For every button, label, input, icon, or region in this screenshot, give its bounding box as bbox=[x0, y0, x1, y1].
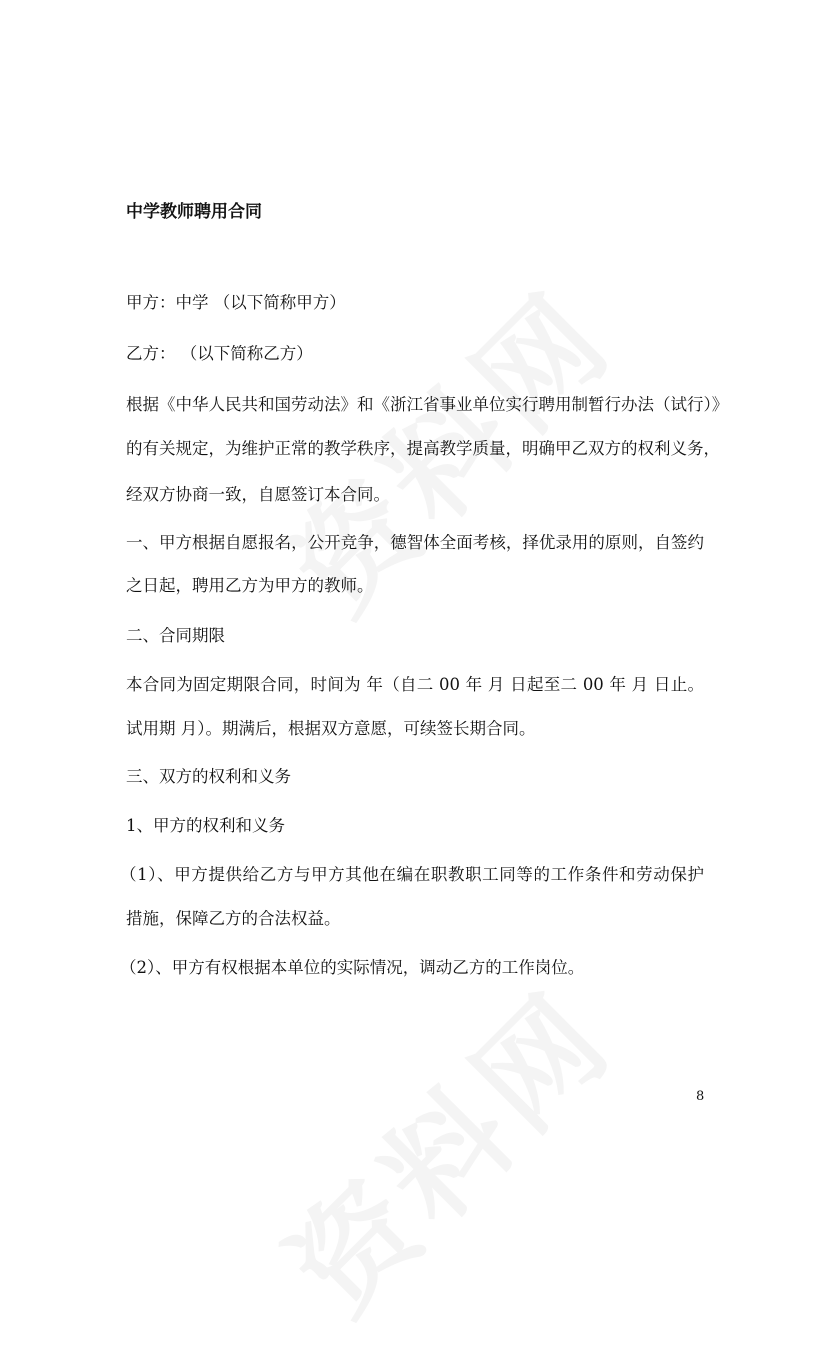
watermark bbox=[246, 947, 643, 1344]
clause-line: 措施，保障乙方的合法权益。 bbox=[126, 909, 341, 928]
clause-line: （2）、甲方有权根据本单位的实际情况，调动乙方的工作岗位。 bbox=[120, 958, 585, 977]
page-number: 8 bbox=[696, 1089, 705, 1104]
subsection-heading: 1、甲方的权利和义务 bbox=[126, 816, 285, 835]
paragraph-line: 试用期 月）。期满后，根据双方意愿，可续签长期合同。 bbox=[126, 719, 536, 738]
section-heading: 二、合同期限 bbox=[126, 626, 225, 645]
party-a-line: 甲方：中学 （以下简称甲方） bbox=[126, 293, 346, 312]
paragraph-line: 本合同为固定期限合同，时间为 年（自二 00 年 月 日起至二 00 年 月 日止。 bbox=[126, 675, 704, 694]
paragraph-line: 经双方协商一致，自愿签订本合同。 bbox=[126, 485, 390, 504]
clause-line: 一、甲方根据自愿报名，公开竞争，德智体全面考核，择优录用的原则，自签约 bbox=[126, 533, 704, 552]
paragraph-line: 根据《中华人民共和国劳动法》和《浙江省事业单位实行聘用制暂行办法（试行）》 bbox=[126, 395, 729, 414]
clause-line: （1）、甲方提供给乙方与甲方其他在编在职教职工同等的工作条件和劳动保护 bbox=[120, 865, 704, 884]
section-heading: 三、双方的权利和义务 bbox=[126, 767, 291, 786]
document-title: 中学教师聘用合同 bbox=[126, 202, 262, 222]
clause-line: 之日起，聘用乙方为甲方的教师。 bbox=[126, 576, 374, 595]
party-b-line: 乙方： （以下简称乙方） bbox=[126, 344, 313, 363]
paragraph-line: 的有关规定，为维护正常的教学秩序，提高教学质量，明确甲乙双方的权利义务， bbox=[126, 439, 720, 458]
